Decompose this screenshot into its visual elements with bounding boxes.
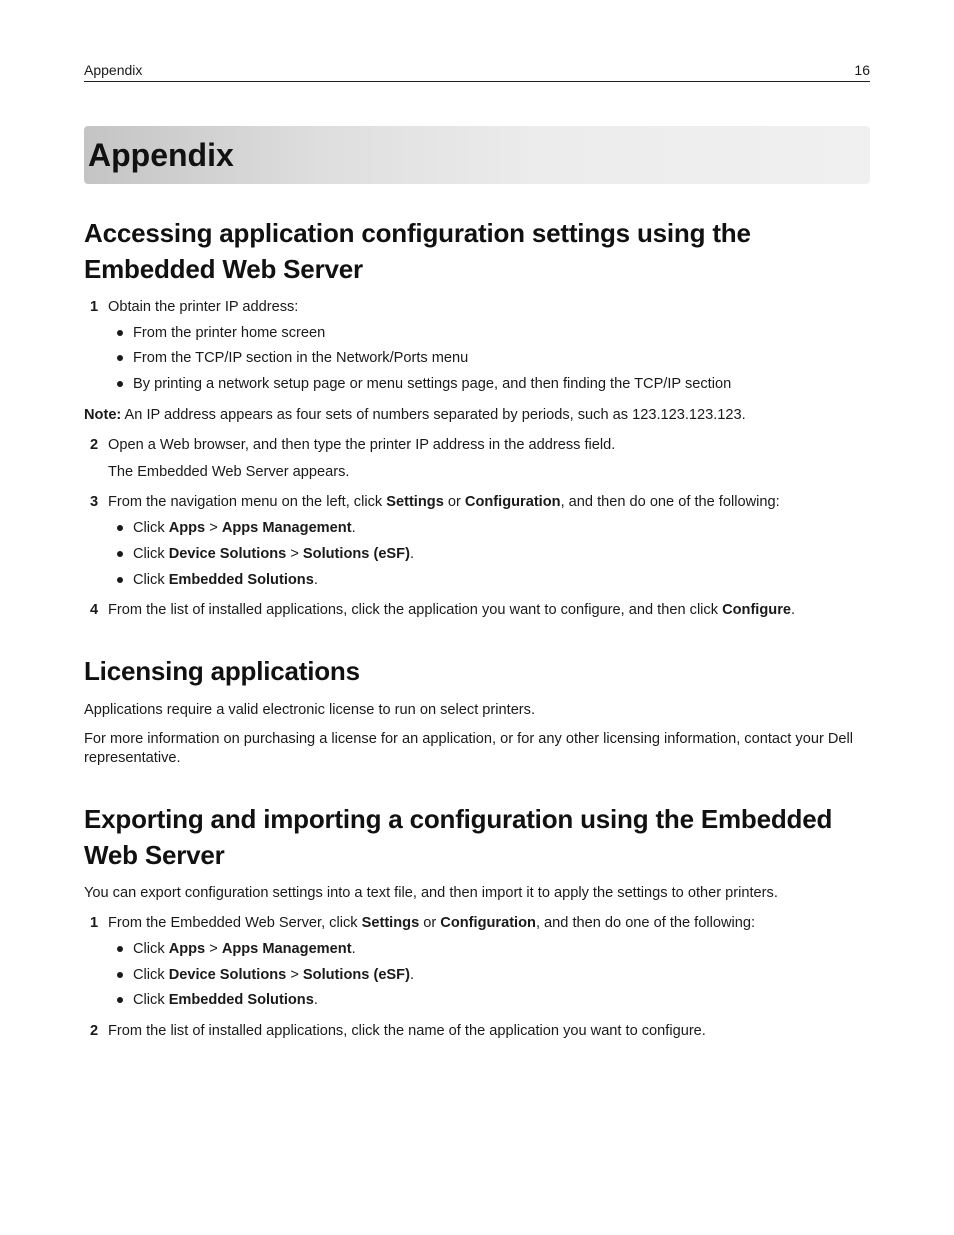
step-text-part: , and then do one of the following:	[535, 915, 756, 931]
text-part: .	[313, 572, 318, 588]
bullet-icon	[117, 525, 123, 531]
text-part: Click	[133, 520, 169, 536]
text-part: Click	[133, 941, 169, 957]
text-part: .	[409, 546, 415, 562]
bullet-icon	[117, 577, 123, 583]
list-item	[133, 939, 356, 959]
bullet-icon	[117, 946, 123, 952]
section3-title-line2: Web Server	[84, 840, 225, 870]
step-number: 3	[90, 494, 99, 510]
text-part: Click	[133, 992, 169, 1008]
ui-term: Apps	[168, 941, 206, 957]
ui-term: Device Solutions	[168, 546, 287, 562]
bullet-icon	[117, 997, 123, 1003]
list-item	[133, 544, 414, 564]
ui-term: Solutions (eSF)	[302, 546, 410, 562]
ui-term: Apps	[168, 520, 206, 536]
text-part: .	[409, 967, 415, 983]
list-item: By printing a network setup page or menu settings page, and then finding the TCP/IP section	[133, 376, 732, 392]
text-part: .	[351, 520, 356, 536]
running-header	[84, 60, 870, 82]
text-part: >	[286, 967, 303, 983]
text-part: Click	[133, 967, 169, 983]
list-item	[133, 990, 318, 1010]
step-text: Open a Web browser, and then type the printer IP address in the address field.	[108, 437, 616, 453]
ui-term: Apps Management	[221, 520, 352, 536]
section-heading-licensing: Licensing applications	[84, 656, 360, 686]
ui-term: Embedded Solutions	[168, 572, 314, 588]
note-label: Note:	[84, 407, 122, 423]
paragraph: You can export configuration settings into a text file, and then import it to apply the settings to other printers.	[84, 885, 778, 901]
section-heading-accessing-config	[84, 215, 870, 287]
ui-term: Configuration	[440, 915, 536, 931]
step-number: 1	[90, 915, 99, 931]
section1-title-line2: Embedded Web Server	[84, 254, 363, 284]
ui-term: Solutions (eSF)	[302, 967, 410, 983]
bullet-icon	[117, 381, 123, 387]
step-text-part: From the list of installed applications, click the application you want to configure, and then click	[108, 602, 723, 618]
chapter-title-band	[84, 126, 870, 184]
section-heading-export-import	[84, 801, 870, 873]
page-number: 16	[854, 62, 870, 78]
text-part: .	[313, 992, 318, 1008]
list-item: From the TCP/IP section in the Network/Ports menu	[133, 350, 469, 366]
step-number: 2	[90, 437, 99, 453]
text-part: Click	[133, 546, 169, 562]
note	[84, 405, 746, 425]
ui-term: Settings	[361, 915, 420, 931]
text-part: Click	[133, 572, 169, 588]
step-text-part: .	[791, 602, 796, 618]
list-item	[133, 518, 356, 538]
list-item	[133, 570, 318, 590]
ui-term: Settings	[386, 494, 444, 510]
list-item: From the printer home screen	[133, 325, 326, 341]
step-text-part: or	[419, 915, 441, 931]
ui-term: Apps Management	[221, 941, 352, 957]
text-part: .	[351, 941, 356, 957]
ui-term: Configure	[722, 602, 791, 618]
step-result: The Embedded Web Server appears.	[108, 464, 350, 480]
ui-term: Embedded Solutions	[168, 992, 314, 1008]
note-text: An IP address appears as four sets of numbers separated by periods, such as 123.123.123.123.	[121, 407, 746, 423]
bullet-icon	[117, 330, 123, 336]
list-item	[133, 965, 414, 985]
step-text-part: From the Embedded Web Server, click	[108, 915, 362, 931]
ui-term: Device Solutions	[168, 967, 287, 983]
step-text	[108, 492, 780, 512]
paragraph: Applications require a valid electronic license to run on select printers.	[84, 702, 536, 718]
bullet-icon	[117, 972, 123, 978]
step-text-part: or	[443, 494, 465, 510]
paragraph: For more information on purchasing a license for an application, or for any other licensing information, contact your Dell representative.	[84, 731, 853, 766]
bullet-icon	[117, 551, 123, 557]
text-part: >	[205, 941, 222, 957]
step-text	[108, 913, 755, 933]
step-text-part: From the navigation menu on the left, click	[108, 494, 387, 510]
step-text-part: , and then do one of the following:	[560, 494, 780, 510]
step-text: From the list of installed applications, click the name of the application you want to configure.	[108, 1023, 706, 1039]
step-number: 4	[90, 602, 99, 618]
step-text: Obtain the printer IP address:	[108, 299, 299, 315]
text-part: >	[286, 546, 303, 562]
step-number: 2	[90, 1023, 99, 1039]
header-section-name: Appendix	[84, 62, 143, 78]
ui-term: Configuration	[464, 494, 561, 510]
step-number: 1	[90, 299, 99, 315]
text-part: >	[205, 520, 222, 536]
section3-title-line1: Exporting and importing a configuration using the Embedded	[84, 804, 833, 834]
section1-title-line1: Accessing application configuration settings using the	[84, 218, 751, 248]
bullet-icon	[117, 355, 123, 361]
step-text	[108, 600, 795, 620]
chapter-title: Appendix	[88, 137, 234, 173]
